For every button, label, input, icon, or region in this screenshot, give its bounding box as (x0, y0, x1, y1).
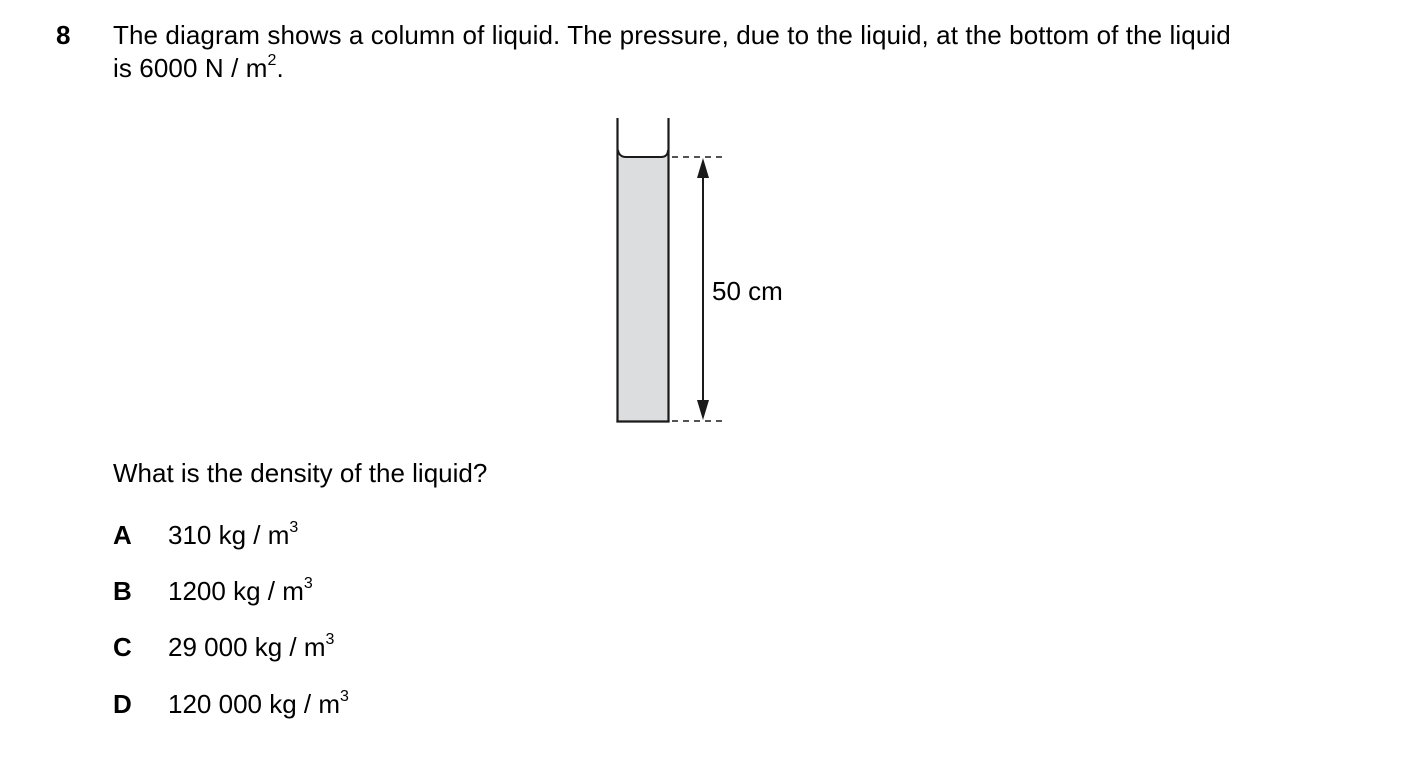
option-b-exponent: 3 (303, 575, 313, 593)
option-a-value (168, 518, 298, 552)
option-d-value (168, 687, 349, 721)
question-number: 8 (56, 20, 71, 50)
stem-pressure-exponent: 2 (267, 52, 277, 70)
option-d-letter: D (113, 689, 132, 719)
option-c-exponent: 3 (325, 631, 335, 649)
stem-line-1: The diagram shows a column of liquid. The pressure, due to the liquid, at the bottom of the liquid (113, 20, 1231, 50)
option-b-text: 1200 kg / m (168, 576, 304, 606)
liquid-fill (618, 157, 669, 422)
arrow-down-icon (697, 400, 709, 420)
option-d-exponent: 3 (340, 688, 349, 706)
option-b-value (168, 574, 313, 608)
option-a-exponent: 3 (289, 519, 299, 537)
option-a-text: 310 kg / m (168, 520, 290, 550)
stem-line-2 (113, 52, 1363, 85)
liquid-surface (618, 150, 668, 157)
option-c-letter: C (113, 632, 132, 662)
liquid-column-svg (600, 110, 820, 430)
question-prompt: What is the density of the liquid? (113, 458, 488, 488)
option-a-letter: A (113, 520, 132, 550)
stem-pressure-value: is 6000 N / m (113, 53, 268, 83)
liquid-column-diagram (600, 110, 820, 430)
stem-line-2-end: . (276, 53, 284, 83)
height-label: 50 cm (712, 276, 783, 306)
arrow-up-icon (697, 158, 709, 178)
option-b-letter: B (113, 576, 132, 606)
option-c-value (168, 630, 334, 664)
option-d-text: 120 000 kg / m (168, 689, 340, 719)
option-c-text: 29 000 kg / m (168, 632, 326, 662)
question-stem (113, 19, 1363, 85)
